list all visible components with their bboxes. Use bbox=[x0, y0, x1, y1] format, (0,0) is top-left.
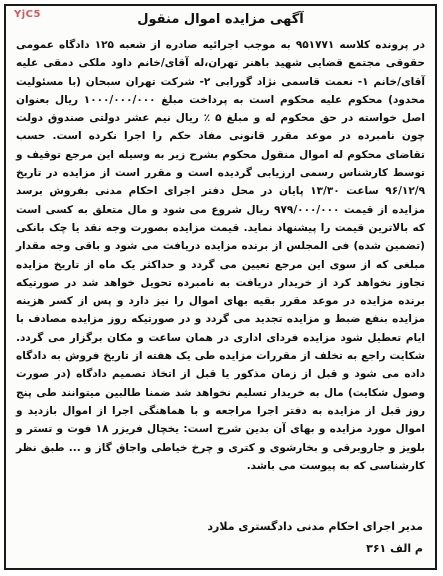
signature-line: مدیر اجرای احکام مدنی دادگستری ملارد bbox=[207, 520, 423, 533]
notice-body: در پرونده کلاسه ۹۵۱۷۷۱ به موجب اجرائیه صادره از شعبه ۱۲۵ دادگاه عمومی حقوقی مجتمع قضایی شهید باهنر تهران،له آقای/خانم داود ملکی دمقی علیه آقای/خانم ۱- نعمت قاسمی نژاد گورابی ۲- شرکت تهران سبحان (با مسئولیت محدود) محکوم علیه محکوم است به پرداخت مبلغ ۱۰۰۰/۰۰۰/۰۰۰ ریال بعنوان اصل خواسته در حق محکوم له و مبلغ ۵ ٪ ریال نیم عشر دولتی صندوق دولت چون نامبرده در موعد مقرر قانونی مفاد حکم را اجرا نکرده است. حسب تقاضای محکوم له اموال منقول محکوم بشرح زیر به وسیله این مرجع توقیف و توسط کارشناس رسمی ارزیابی گردیده است و مقرر است از مزایده در تاریخ ۹۶/۱۲/۹ ساعت ۱۳/۳۰ پایان در محل دفتر اجرای احکام مدنی بفروش برسد مزایده از قیمت ۹۷۹/۰۰۰/۰۰۰ ریال شروع می شود و مال متعلق به کسی است که بالاترین قیمت را پیشنهاد نماید. قیمت مزایده بصورت وجه نقد یا چک بانکی (تضمین شده) فی المجلس از برنده مزایده دریافت می شود و باقی وجه مقدار مبلغی که از سوی این مرجع تعیین می گردد و حداکثر یک ماه از تاریخ مزایده تجاوز نخواهد کرد از خریدار دریافت به نامبرده تحویل خواهد شد در صورتیکه برنده مزایده در موعد مقرر بقیه بهای اموال را نیز دارد و پس از کسر هزینه مزایده بنفع ضبط و مزایده تجدید می گردد و در صورتیکه روز مزایده مصادف با ایام تعطیل شود مزایده فردای اداری در همان ساعت و مکان برگزار می گردد. شکایت راجع به تخلف از مقررات مزایده طی یک هفته از تاریخ فروش به دادگاه داده می شود و قبل از زمان مذکور یا قبل از اتخاذ تصمیم دادگاه (در صورت وصول شکایت) مال به خریدار تسلیم نخواهد شد ضمنا طالبین میتوانند طی پنج روز قبل از مزایده به دفتر اجرا مراجعه و با هماهنگی اجرا از اموال بازدید و اموال مورد مزایده و بهای آن بدین شرح است: یخچال فریزر ۱۸ فوت و تستر و بلویز و جاروبرقی و بخارشوی و کتری و چرخ خیاطی واجاق گاز و ... طبق نظر کارشناسی که به پیوست می باشد. bbox=[16, 39, 426, 472]
notice-frame bbox=[4, 4, 437, 570]
notice-title: آگهی مزایده اموال منقول bbox=[137, 12, 304, 27]
reference-code: م الف ۳۶۱ bbox=[366, 542, 423, 555]
watermark-logo: YjC5 bbox=[14, 9, 41, 20]
